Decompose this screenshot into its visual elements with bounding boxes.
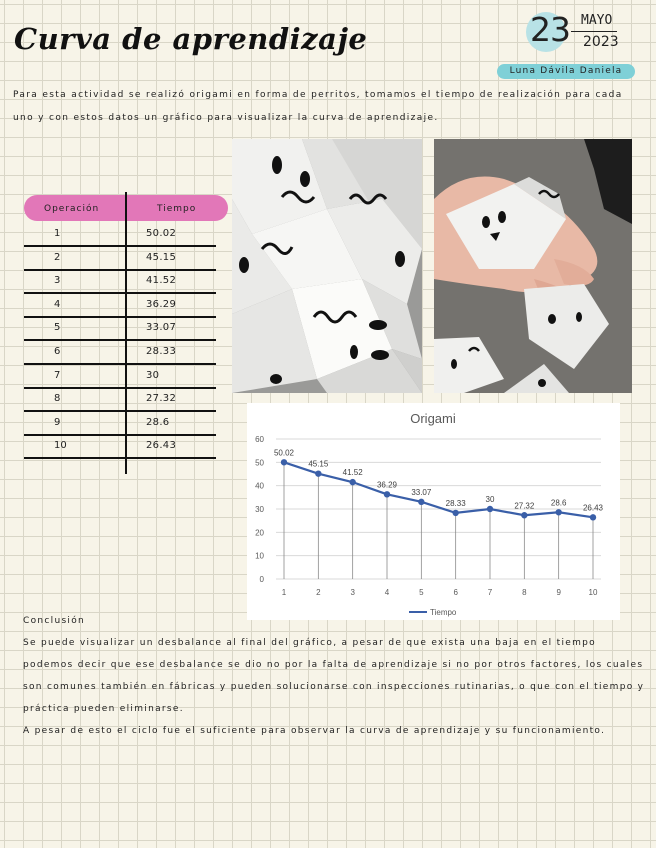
table-row [24, 269, 216, 294]
origami-chart [247, 403, 620, 620]
data-label: 36.29 [376, 480, 398, 490]
table-row [24, 340, 216, 365]
y-tick-label: 40 [255, 481, 264, 491]
data-label: 28.33 [445, 498, 466, 508]
cell-tiempo: 27.32 [146, 393, 177, 404]
conclusion-section [23, 610, 648, 742]
data-point [521, 512, 527, 518]
author-badge: Luna Dávila Daniela [497, 64, 635, 79]
data-point [487, 506, 493, 512]
cell-operacion: 3 [54, 275, 61, 286]
data-point [384, 491, 390, 497]
x-tick-label: 10 [588, 588, 598, 597]
cell-tiempo: 36.29 [146, 299, 177, 310]
origami-hand-illustration [434, 139, 632, 393]
y-tick-label: 10 [255, 551, 264, 561]
data-point [315, 470, 321, 476]
cell-operacion: 2 [54, 252, 61, 263]
x-tick-label: 1 [281, 588, 287, 597]
x-tick-label: 8 [522, 588, 527, 597]
date-year: 2023 [583, 34, 619, 50]
x-tick-label: 2 [316, 588, 321, 597]
cell-tiempo: 41.52 [146, 275, 177, 286]
table-row [24, 411, 216, 436]
data-table [24, 192, 228, 474]
header-operacion: Operación [44, 204, 100, 214]
data-label: 26.43 [582, 503, 604, 513]
data-point [418, 499, 424, 505]
x-tick-label: 3 [350, 588, 355, 597]
table-row [24, 222, 216, 247]
y-tick-label: 30 [255, 505, 264, 514]
cell-operacion: 8 [54, 393, 61, 404]
cell-tiempo: 28.6 [146, 417, 170, 428]
data-point [555, 509, 561, 515]
table-row [24, 293, 216, 318]
origami-pile-photo [232, 139, 422, 393]
conclusion-paragraph-1: Se puede visualizar un desbalance al final del gráfico, a pesar de que exista una baja en el tiempo podemos decir que ese desbalance se dio no por la falta de aprendizaje si no por otros factores, los cuales son comunes también en fábricas y pueden solucionarse con inspecciones rutinarias, o que con el tiempo y práctica pueden eliminarse. [23, 638, 645, 714]
data-label: 30 [485, 495, 495, 504]
data-label: 41.52 [342, 468, 363, 478]
cell-tiempo: 30 [146, 370, 160, 381]
data-point [590, 514, 596, 520]
cell-operacion: 1 [54, 228, 61, 239]
x-tick-label: 6 [453, 588, 458, 597]
date-month: MAYO [581, 13, 613, 28]
header-tiempo: Tiempo [157, 204, 197, 214]
page-title: Curva de aprendizaje [14, 22, 368, 56]
cell-tiempo: 45.15 [146, 252, 177, 263]
cell-operacion: 9 [54, 417, 61, 428]
legend-label: Tiempo [430, 608, 457, 617]
data-label: 27.32 [514, 501, 535, 511]
cell-operacion: 10 [54, 440, 67, 451]
conclusion-paragraph-2: A pesar de esto el ciclo fue el suficiente para observar la curva de aprendizaje y su funcionamiento. [23, 726, 606, 736]
x-tick-label: 9 [556, 588, 561, 597]
data-point [281, 459, 287, 465]
chart-svg [247, 403, 620, 620]
chart-title: Origami [410, 411, 456, 426]
data-label: 28.6 [550, 498, 567, 508]
data-label: 33.07 [411, 487, 432, 497]
y-tick-label: 20 [255, 528, 264, 538]
table-row [24, 434, 216, 459]
data-label: 50.02 [273, 448, 295, 458]
date-day: 23 [530, 10, 570, 49]
data-label: 45.15 [308, 459, 329, 469]
y-tick-label: 0 [259, 575, 264, 584]
conclusion-heading: Conclusión [23, 616, 86, 626]
intro-paragraph: Para esta actividad se realizó origami en forma de perritos, tomamos el tiempo de realización para cada uno y con estos datos un gráfico para visualizar la curva de aprendizaje. [13, 90, 623, 123]
table-divider [125, 192, 127, 474]
cell-operacion: 4 [54, 299, 61, 310]
cell-tiempo: 26.43 [146, 440, 177, 451]
cell-tiempo: 33.07 [146, 322, 177, 333]
data-point [349, 479, 355, 485]
origami-hand-photo [434, 139, 632, 393]
cell-tiempo: 28.33 [146, 346, 177, 357]
date-divider [571, 31, 617, 32]
table-row [24, 387, 216, 412]
x-tick-label: 7 [487, 588, 493, 597]
cell-tiempo: 50.02 [146, 228, 177, 239]
cell-operacion: 5 [54, 322, 61, 333]
table-row [24, 364, 216, 389]
y-tick-label: 50 [255, 458, 264, 468]
table-row [24, 246, 216, 271]
y-tick-label: 60 [255, 435, 264, 444]
x-tick-label: 4 [384, 588, 390, 597]
x-tick-label: 5 [419, 588, 424, 597]
table-row [24, 316, 216, 341]
data-point [452, 510, 458, 516]
cell-operacion: 6 [54, 346, 61, 357]
origami-pile-illustration [232, 139, 422, 393]
cell-operacion: 7 [54, 370, 61, 381]
